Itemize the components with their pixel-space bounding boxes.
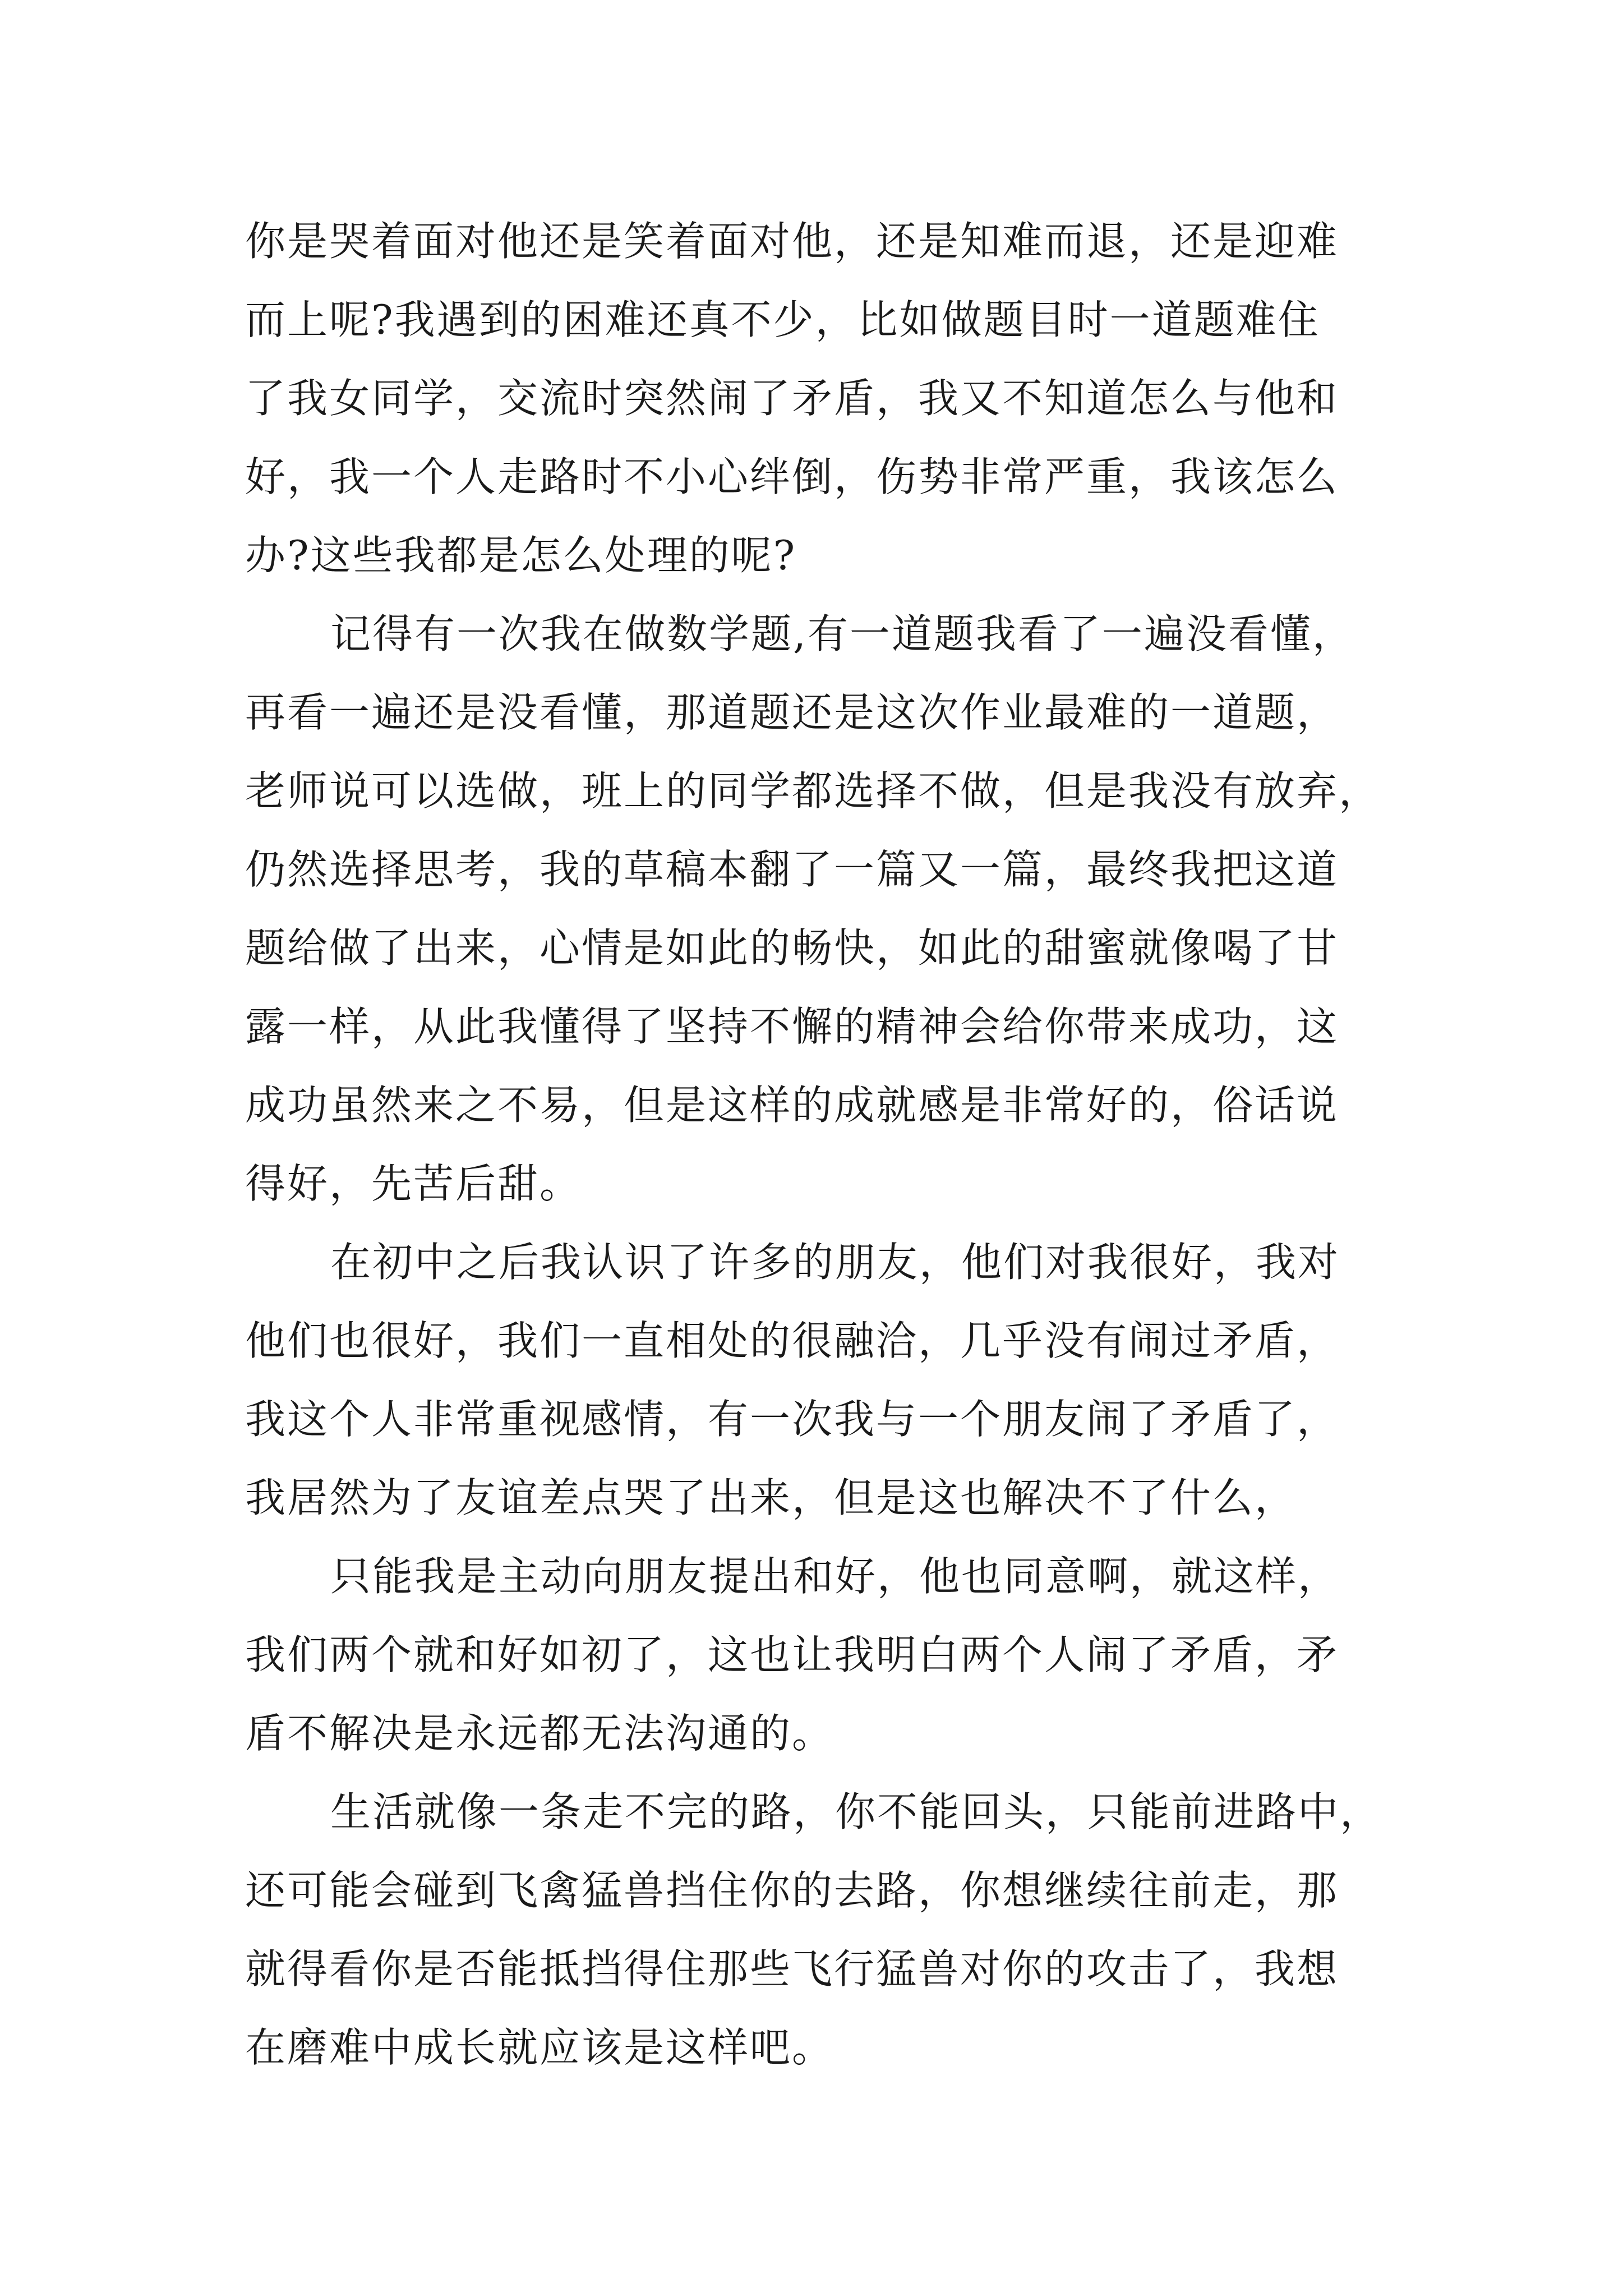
paragraph-1 [245, 202, 1389, 595]
paragraph-2 [245, 595, 1389, 1223]
text-line: 我居然为了友谊差点哭了出来，但是这也解决不了什么， [245, 1474, 1297, 1521]
text-line: 成功虽然来之不易，但是这样的成就感是非常好的，俗话说 [245, 1082, 1339, 1129]
text-line: 盾不解决是永远都无法沟通的。 [245, 1710, 834, 1757]
text-line: 他们也很好，我们一直相处的很融洽，几乎没有闹过矛盾， [245, 1317, 1339, 1364]
text-line: 得好，先苦后甜。 [245, 1160, 582, 1207]
paragraph-4 [245, 1537, 1389, 1773]
text-line: 题给做了出来，心情是如此的畅快，如此的甜蜜就像喝了甘 [245, 924, 1339, 972]
text-line: 老师说可以选做，班上的同学都选择不做，但是我没有放弃， [245, 767, 1381, 815]
text-line: 记得有一次我在做数学题,有一道题我看了一遍没看懂， [330, 610, 1354, 657]
text-line: 在磨难中成长就应该是这样吧。 [245, 2024, 834, 2071]
text-line: 再看一遍还是没看懂，那道题还是这次作业最难的一道题， [245, 689, 1339, 736]
text-line: 办?这些我都是怎么处理的呢? [245, 532, 797, 579]
text-line: 了我女同学，交流时突然闹了矛盾，我又不知道怎么与他和 [245, 375, 1339, 422]
text-line: 好，我一个人走路时不小心绊倒，伤势非常严重，我该怎么 [245, 453, 1339, 500]
body-text [245, 202, 1389, 2087]
text-line: 露一样，从此我懂得了坚持不懈的精神会给你带来成功，这 [245, 1003, 1339, 1050]
text-line: 在初中之后我认识了许多的朋友，他们对我很好，我对 [330, 1239, 1340, 1286]
text-line: 你是哭着面对他还是笑着面对他，还是知难而退，还是迎难 [245, 218, 1339, 265]
text-line: 而上呢?我遇到的困难还真不少，比如做题目时一道题难住 [245, 296, 1320, 343]
text-line: 我们两个就和好如初了，这也让我明白两个人闹了矛盾，矛 [245, 1631, 1339, 1678]
text-line: 还可能会碰到飞禽猛兽挡住你的去路，你想继续往前走，那 [245, 1867, 1339, 1914]
text-line: 生活就像一条走不完的路，你不能回头，只能前进路中， [330, 1788, 1382, 1835]
text-line: 只能我是主动向朋友提出和好，他也同意啊，就这样， [330, 1553, 1340, 1600]
paragraph-3 [245, 1223, 1389, 1537]
text-line: 仍然选择思考，我的草稿本翻了一篇又一篇，最终我把这道 [245, 846, 1339, 893]
paragraph-5 [245, 1773, 1389, 2087]
text-line: 就得看你是否能抵挡得住那些飞行猛兽对你的攻击了，我想 [245, 1945, 1339, 1993]
text-line: 我这个人非常重视感情，有一次我与一个朋友闹了矛盾了， [245, 1396, 1339, 1443]
